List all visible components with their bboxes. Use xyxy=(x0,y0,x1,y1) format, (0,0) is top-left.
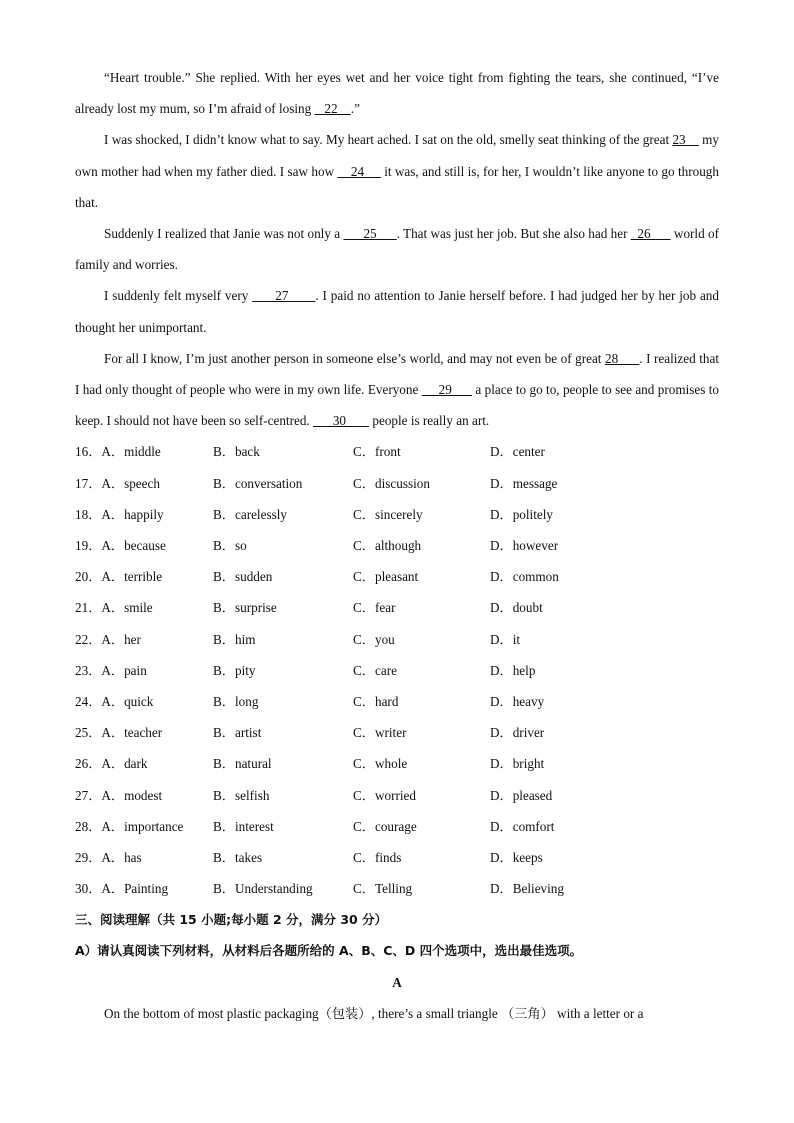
question-row xyxy=(75,468,719,499)
option-b: B．natural xyxy=(213,756,272,772)
option-d: D．comfort xyxy=(490,818,555,834)
option-a-text: A．modest xyxy=(101,787,163,803)
option-c: C．fear xyxy=(353,600,396,616)
option-a-text: A．terrible xyxy=(101,569,163,585)
text: a place to go to, people to see and promises to keep. I should not have been so self-centred. xyxy=(75,382,719,429)
question-row xyxy=(75,499,719,530)
option-c: C．discussion xyxy=(353,475,430,491)
question-row xyxy=(75,717,719,748)
question-number: 24． xyxy=(75,693,102,709)
text: . I realized that I had only thought of people who were in my own life. Everyone xyxy=(75,350,719,398)
section-heading: 三、阅读理解（共 15 小题;每小题 2 分，满分 30 分） xyxy=(75,912,388,928)
option-d: D．bright xyxy=(490,756,545,772)
option-b: B．surprise xyxy=(213,600,277,616)
text: my own mother had when my father died. I saw how xyxy=(75,132,719,179)
option-b: B．interest xyxy=(213,818,274,834)
option-b: B．long xyxy=(213,693,259,709)
option-d: D．center xyxy=(490,444,545,460)
option-a xyxy=(75,592,153,623)
question-number: 30． xyxy=(75,881,102,897)
text: .” xyxy=(350,101,360,117)
option-a-text: A．middle xyxy=(101,444,161,460)
option-a-text: A．smile xyxy=(101,600,153,616)
option-d: D．it xyxy=(490,631,521,647)
passage-paragraph-5 xyxy=(75,343,719,437)
option-a xyxy=(75,842,142,873)
option-d: D．doubt xyxy=(490,600,543,616)
text: I suddenly felt myself very xyxy=(104,288,253,304)
passage-paragraph-4 xyxy=(75,280,719,342)
option-c: C．you xyxy=(353,631,395,647)
question-number: 19． xyxy=(75,538,102,553)
question-row xyxy=(75,780,719,811)
blank-25: 25 xyxy=(343,226,397,242)
document-page xyxy=(75,62,719,1029)
option-d: D．politely xyxy=(490,506,554,522)
option-c: C．Telling xyxy=(353,881,413,897)
option-c: C．finds xyxy=(353,849,402,865)
text: . I paid no attention to Janie herself before. I had judged her by her job and thought her unimportant. xyxy=(75,288,719,335)
text: it was, and still is, for her, I wouldn’t like anyone to go through that. xyxy=(75,163,719,210)
option-d: D．however xyxy=(490,538,559,553)
option-a xyxy=(75,717,162,748)
option-c: C．sincerely xyxy=(353,506,423,522)
option-b: B．takes xyxy=(213,849,263,865)
text: “Heart trouble.” She replied. With her eyes wet and her voice tight from fighting the tears, she continued, “I’ve already lost my mum, so I’m afraid of losing xyxy=(75,70,719,117)
option-a xyxy=(75,873,168,904)
passage-title: A xyxy=(392,974,402,990)
text: . That was just her job. But she also had her xyxy=(396,226,631,242)
option-b: B．sudden xyxy=(213,569,273,585)
blank-24: 24 xyxy=(337,163,381,179)
option-a-text: A．quick xyxy=(101,693,154,709)
text: world of family and worries. xyxy=(75,226,720,273)
option-a xyxy=(75,780,162,811)
option-a-text: A．happily xyxy=(101,506,164,522)
blank-29: 29 xyxy=(421,382,473,398)
option-a xyxy=(75,655,147,686)
question-number: 18． xyxy=(75,506,102,522)
option-b: B．him xyxy=(213,631,256,647)
question-number: 26． xyxy=(75,756,102,772)
blank-30: 30 xyxy=(313,413,370,429)
option-d: D．Believing xyxy=(490,881,564,897)
option-d: D．keeps xyxy=(490,849,543,865)
blank-23: 23 xyxy=(672,132,699,148)
passage-a-first-line: On the bottom of most plastic packaging（包装）, there’s a small triangle （三角） with a letter or a xyxy=(104,1005,644,1021)
option-b: B．selfish xyxy=(213,787,270,803)
option-c: C．courage xyxy=(353,818,417,834)
text: I was shocked, I didn’t know what to say. My heart ached. I sat on the old, smelly seat thinking of the great xyxy=(104,132,673,148)
option-a-text: A．teacher xyxy=(101,725,163,741)
question-number: 29． xyxy=(75,849,102,865)
blank-22: 22 xyxy=(314,101,351,117)
option-a xyxy=(75,561,162,592)
question-number: 28． xyxy=(75,818,102,834)
option-b: B．conversation xyxy=(213,475,303,491)
text: people is really an art. xyxy=(369,413,490,429)
option-c: C．although xyxy=(353,538,422,553)
option-d: D．pleased xyxy=(490,787,553,803)
question-number: 23． xyxy=(75,662,102,678)
option-d: D．help xyxy=(490,662,536,678)
passage-paragraph-1 xyxy=(75,62,719,124)
question-row xyxy=(75,873,719,904)
option-b: B．so xyxy=(213,538,247,553)
question-number: 17． xyxy=(75,475,102,491)
option-a-text: A．Painting xyxy=(101,881,169,897)
option-d: D．driver xyxy=(490,725,545,741)
question-number: 16． xyxy=(75,444,102,460)
option-d: D．common xyxy=(490,569,559,585)
blank-26: _26 xyxy=(630,226,671,242)
option-a xyxy=(75,530,166,561)
option-b: B．artist xyxy=(213,725,262,741)
question-row xyxy=(75,436,719,467)
option-b: B．pity xyxy=(213,662,256,678)
option-c: C．worried xyxy=(353,787,416,803)
question-number: 25． xyxy=(75,725,102,741)
question-row xyxy=(75,592,719,623)
option-a-text: A．because xyxy=(101,538,166,553)
option-a xyxy=(75,811,183,842)
question-number: 27． xyxy=(75,787,102,803)
option-c: C．front xyxy=(353,444,401,460)
option-a xyxy=(75,748,148,779)
option-c: C．pleasant xyxy=(353,569,419,585)
option-c: C．writer xyxy=(353,725,407,741)
question-row xyxy=(75,655,719,686)
option-d: D．message xyxy=(490,475,558,491)
question-row xyxy=(75,748,719,779)
option-a xyxy=(75,624,141,655)
option-a-text: A．dark xyxy=(101,756,148,772)
option-a-text: A．has xyxy=(101,849,142,865)
question-row xyxy=(75,530,719,561)
option-b: B．carelessly xyxy=(213,506,287,522)
option-c: C．hard xyxy=(353,693,399,709)
option-a xyxy=(75,468,160,499)
question-number: 22． xyxy=(75,631,102,647)
option-c: C．care xyxy=(353,662,397,678)
blank-27: 27 xyxy=(252,288,316,304)
passage-paragraph-2 xyxy=(75,124,719,218)
passage-paragraph-3 xyxy=(75,218,719,280)
question-row xyxy=(75,842,719,873)
option-a-text: A．her xyxy=(101,631,141,647)
question-row xyxy=(75,624,719,655)
section-instruction: A）请认真阅读下列材料，从材料后各题所给的 A、B、C、D 四个选项中，选出最佳选项。 xyxy=(75,943,583,959)
option-a xyxy=(75,436,161,467)
blank-28: 28 xyxy=(604,350,640,366)
answer-options-list xyxy=(75,436,719,904)
option-d: D．heavy xyxy=(490,693,545,709)
text: Suddenly I realized that Janie was not only a xyxy=(104,226,344,242)
option-a xyxy=(75,686,153,717)
question-row xyxy=(75,561,719,592)
text: For all I know, I’m just another person in someone else’s world, and may not even be of great xyxy=(104,350,605,366)
question-number: 20． xyxy=(75,569,102,585)
option-b: B．Understanding xyxy=(213,881,313,897)
option-a-text: A．pain xyxy=(101,662,147,678)
question-row xyxy=(75,811,719,842)
option-c: C．whole xyxy=(353,756,408,772)
option-a-text: A．importance xyxy=(101,818,184,834)
question-row xyxy=(75,686,719,717)
option-b: B．back xyxy=(213,444,260,460)
option-a xyxy=(75,499,164,530)
option-a-text: A．speech xyxy=(101,475,160,491)
question-number: 21． xyxy=(75,600,102,616)
